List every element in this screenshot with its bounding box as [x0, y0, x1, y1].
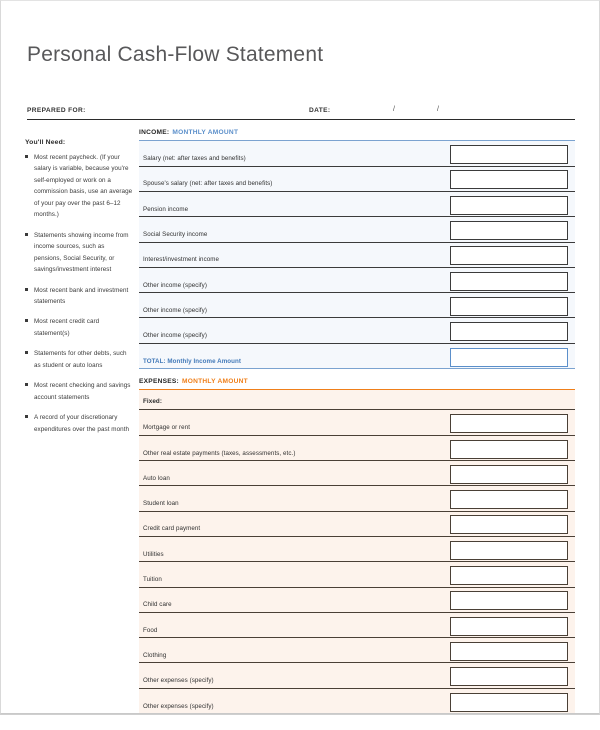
expense-row-label: Mortgage or rent — [143, 424, 191, 432]
date-slash-1: / — [393, 106, 395, 113]
bullet-square-icon — [25, 233, 28, 236]
income-amount-input[interactable] — [450, 246, 568, 265]
income-amount-input[interactable] — [450, 322, 568, 341]
expense-row — [139, 436, 575, 461]
income-row — [139, 318, 575, 343]
expense-row-label: Other expenses (specify) — [143, 677, 214, 685]
expense-row — [139, 562, 575, 587]
sidebar-item-label: Most recent credit card statement(s) — [34, 318, 100, 337]
income-row — [139, 268, 575, 293]
expense-row-label: Child care — [143, 601, 172, 609]
expense-row-label: Credit card payment — [143, 525, 201, 533]
sidebar-item-label: Most recent bank and investment statements — [34, 286, 129, 305]
expense-row — [139, 512, 575, 537]
bullet-square-icon — [25, 383, 28, 386]
bullet-square-icon — [25, 351, 28, 354]
expense-row — [139, 613, 575, 638]
income-amount-input[interactable] — [450, 196, 568, 215]
page-title: Personal Cash-Flow Statement — [27, 43, 324, 66]
income-row — [139, 167, 575, 192]
expense-amount-input[interactable] — [450, 515, 568, 534]
income-rows — [139, 141, 575, 369]
income-row-label: Salary (net: after taxes and benefits) — [143, 155, 246, 163]
sidebar-checklist-item — [25, 285, 133, 308]
expense-amount-input[interactable] — [450, 440, 568, 459]
income-header-key: INCOME: — [139, 129, 170, 136]
expenses-header-value: MONTHLY AMOUNT — [182, 378, 248, 386]
sidebar-checklist-item — [25, 152, 133, 221]
income-row-label: Spouse's salary (net: after taxes and benefits) — [143, 180, 273, 188]
sidebar-item-label: Most recent paycheck. (If your salary is variable, because you're self-employed or work on a commission basis, use an average of your pay over the past 6–12 months.) — [34, 154, 133, 219]
sidebar-checklist-item — [25, 316, 133, 339]
income-amount-input[interactable] — [450, 145, 568, 164]
income-row-label: Other income (specify) — [143, 281, 207, 289]
statement-table — [139, 129, 575, 714]
expenses-section-header — [139, 378, 575, 389]
income-total-row — [139, 344, 575, 369]
expense-row — [139, 588, 575, 613]
income-row-label: Social Security income — [143, 231, 208, 239]
income-total-amount-input[interactable] — [450, 348, 568, 367]
expense-row-label: Clothing — [143, 651, 167, 659]
expense-row — [139, 410, 575, 435]
sidebar-item-label: A record of your discretionary expenditures over the past month — [34, 414, 130, 433]
expense-row-label: Student loan — [143, 500, 179, 508]
expense-amount-input[interactable] — [450, 566, 568, 585]
expense-row-label: Utilities — [143, 550, 164, 558]
bullet-square-icon — [25, 155, 28, 158]
income-row-label: Other income (specify) — [143, 332, 207, 340]
expense-row — [139, 537, 575, 562]
expense-row-label: Other expenses (specify) — [143, 702, 214, 710]
expenses-section — [139, 378, 575, 714]
bullet-square-icon — [25, 319, 28, 322]
sidebar-item-label: Most recent checking and savings account statements — [34, 382, 131, 401]
expense-amount-input[interactable] — [450, 465, 568, 484]
bullet-square-icon — [25, 288, 28, 291]
expense-row — [139, 689, 575, 714]
date-slash-2: / — [437, 106, 439, 113]
expense-amount-input[interactable] — [450, 617, 568, 636]
expense-row — [139, 638, 575, 663]
sidebar-checklist-item — [25, 412, 133, 435]
income-amount-input[interactable] — [450, 170, 568, 189]
sidebar-item-label: Statements showing income from income sources, such as pensions, Social Security, or savings/investment interest — [34, 231, 129, 274]
income-row — [139, 192, 575, 217]
income-section — [139, 129, 575, 369]
expenses-group-row — [139, 390, 575, 410]
expense-amount-input[interactable] — [450, 591, 568, 610]
income-row-label: Interest/investment income — [143, 256, 220, 264]
expenses-header-key: EXPENSES: — [139, 378, 179, 386]
income-section-header — [139, 129, 575, 140]
sidebar-item-label: Statements for other debts, such as student or auto loans — [34, 350, 127, 369]
expense-amount-input[interactable] — [450, 414, 568, 433]
expense-amount-input[interactable] — [450, 693, 568, 712]
bullet-square-icon — [25, 415, 28, 418]
sidebar-checklist-item — [25, 348, 133, 371]
sidebar-heading: You'll Need: — [25, 139, 66, 146]
sidebar-checklist — [25, 152, 133, 435]
income-row — [139, 141, 575, 166]
expense-row — [139, 461, 575, 486]
income-row — [139, 243, 575, 268]
income-total-label: TOTAL: Monthly Income Amount — [143, 357, 242, 365]
sidebar-checklist-item — [25, 230, 133, 276]
expense-row — [139, 486, 575, 511]
sidebar-checklist-item — [25, 380, 133, 403]
expense-row-label: Other real estate payments (taxes, assessments, etc.) — [143, 449, 296, 457]
expense-amount-input[interactable] — [450, 642, 568, 661]
expenses-group-label: Fixed: — [143, 398, 163, 406]
page-gutter — [0, 714, 600, 730]
income-row-label: Other income (specify) — [143, 306, 207, 314]
income-amount-input[interactable] — [450, 297, 568, 316]
sidebar — [25, 139, 133, 444]
prepared-for-label: PREPARED FOR: — [27, 107, 86, 114]
income-amount-input[interactable] — [450, 272, 568, 291]
expense-amount-input[interactable] — [450, 490, 568, 509]
expenses-rows — [139, 390, 575, 714]
income-amount-input[interactable] — [450, 221, 568, 240]
row-underline — [139, 368, 575, 369]
expense-amount-input[interactable] — [450, 541, 568, 560]
expense-row-label: Tuition — [143, 576, 162, 584]
expense-row-label: Auto loan — [143, 474, 170, 482]
income-header-value: MONTHLY AMOUNT — [172, 129, 239, 136]
income-row-label: Pension income — [143, 205, 189, 213]
expense-row-label: Food — [143, 626, 158, 634]
expense-amount-input[interactable] — [450, 667, 568, 686]
expense-row — [139, 663, 575, 688]
prepared-for-date-row — [27, 101, 575, 120]
date-label: DATE: — [309, 107, 331, 114]
income-row — [139, 217, 575, 242]
income-row — [139, 293, 575, 318]
